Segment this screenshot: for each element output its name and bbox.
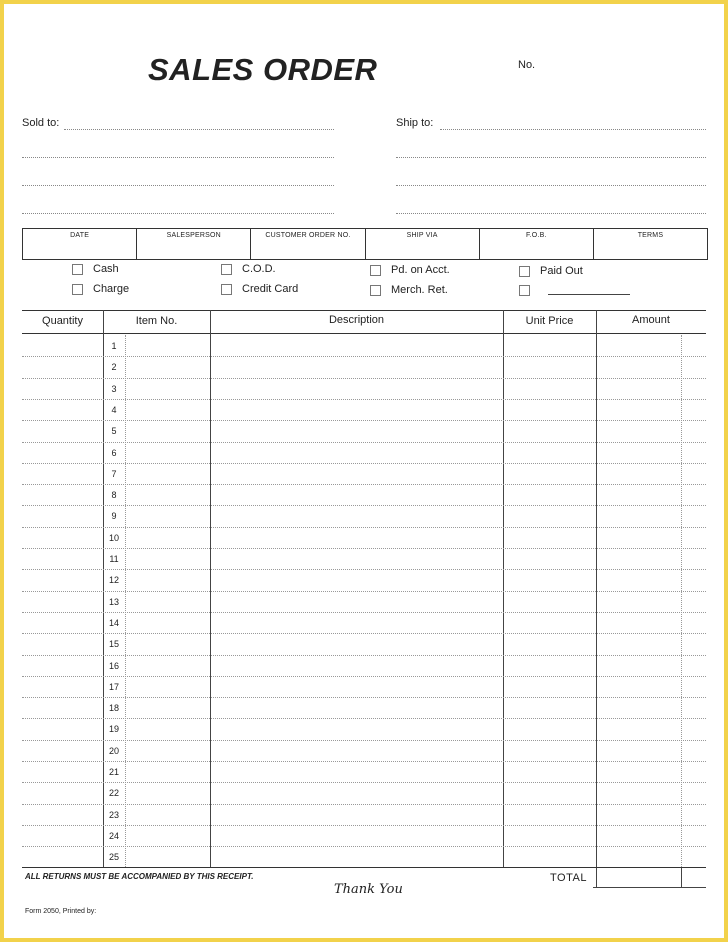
row-number: 24 [108,830,119,841]
row-number: 21 [108,767,119,777]
payment-cod[interactable]: C.O.D. [221,263,298,275]
row-number: 10 [108,532,119,543]
row-divider [22,697,706,698]
row-divider [22,655,706,656]
payment-paid-out[interactable]: Paid Out [519,265,630,277]
col-unit-price: Unit Price [525,315,574,327]
sold-to-line-1[interactable] [64,129,334,130]
body-divider-description [503,335,504,867]
row-divider [22,484,706,485]
row-divider [22,825,706,826]
col-amount: Amount [632,314,670,326]
sold-to-line-4[interactable] [22,213,334,214]
header-divider-3 [503,310,504,335]
row-number: 14 [108,617,119,628]
page-title: SALES ORDER [148,52,378,87]
row-divider [22,740,706,741]
row-number: 23 [108,809,119,820]
form-note: Form 2050, Printed by: [25,908,97,915]
info-customer-order-no[interactable]: CUSTOMER ORDER NO. [251,229,365,259]
row-number: 25 [108,852,119,863]
items-table-header [22,310,706,334]
sold-to-label: Sold to: [22,117,60,129]
ship-to-line-4[interactable] [396,213,706,214]
col-quantity: Quantity [42,315,83,327]
row-number: 1 [111,341,117,351]
ship-to-line-3[interactable] [396,185,706,186]
row-number: 12 [108,575,119,586]
row-divider [22,591,706,592]
row-divider [22,782,706,783]
info-date[interactable]: DATE [23,229,137,259]
checkbox-merch-ret[interactable] [370,285,381,296]
payment-col-2 [221,263,298,295]
total-amount-field[interactable] [593,867,706,888]
payment-credit-card[interactable]: Credit Card [221,283,298,295]
row-number: 22 [108,788,119,799]
body-divider-rownum [125,335,126,867]
order-info-header [22,228,708,260]
header-divider-4 [596,310,597,335]
checkbox-other[interactable] [519,285,530,296]
payment-col-4 [519,265,630,296]
payment-charge[interactable]: Charge [72,283,129,295]
row-number: 5 [111,426,117,437]
col-item-no: Item No. [135,315,178,327]
row-number: 18 [108,703,119,714]
row-number: 2 [111,362,117,373]
row-divider [22,463,706,464]
order-number-label: No. [518,59,536,71]
row-divider [22,505,706,506]
checkbox-pd-on-acct[interactable] [370,265,381,276]
row-number: 17 [108,681,119,692]
row-divider [22,676,706,677]
col-description: Description [328,314,385,326]
row-divider [22,633,706,634]
row-divider [22,612,706,613]
row-divider [22,356,706,357]
row-divider [22,527,706,528]
row-number: 13 [108,596,119,607]
row-number: 4 [111,404,117,415]
info-terms[interactable]: TERMS [637,232,664,239]
info-fob[interactable]: F.O.B. [480,229,594,259]
payment-cash[interactable]: Cash [72,263,129,275]
header-divider-2 [210,310,211,335]
ship-to-line-1[interactable] [440,129,706,130]
other-blank-line[interactable] [548,286,630,295]
row-number: 6 [111,447,117,458]
sold-to-line-2[interactable] [22,157,334,158]
row-number: 9 [111,511,117,522]
row-number: 19 [108,724,119,735]
payment-col-1 [72,263,129,295]
row-divider [22,718,706,719]
ship-to-line-2[interactable] [396,157,706,158]
info-ship-via[interactable]: SHIP VIA [366,229,480,259]
row-number: 16 [108,660,119,671]
row-divider [22,442,706,443]
row-number: 11 [109,554,119,564]
row-divider [22,378,706,379]
row-divider [22,399,706,400]
row-divider [22,569,706,570]
row-divider [22,420,706,421]
checkbox-cod[interactable] [221,264,232,275]
payment-merch-ret[interactable]: Merch. Ret. [370,284,450,296]
sold-to-line-3[interactable] [22,185,334,186]
row-number: 8 [111,490,117,501]
row-number: 20 [108,745,119,756]
payment-col-3 [370,264,450,296]
checkbox-credit-card[interactable] [221,284,232,295]
body-divider-item [210,335,211,867]
row-number: 15 [108,639,119,650]
checkbox-paid-out[interactable] [519,266,530,277]
payment-pd-on-acct[interactable]: Pd. on Acct. [370,264,450,276]
row-divider [22,846,706,847]
checkbox-charge[interactable] [72,284,83,295]
row-divider [22,804,706,805]
row-number: 3 [111,383,117,394]
returns-note: ALL RETURNS MUST BE ACCOMPANIED BY THIS RECEIPT. [25,872,254,881]
row-divider [22,548,706,549]
row-divider [22,761,706,762]
ship-to-label: Ship to: [396,117,434,129]
body-divider-cents [681,335,682,867]
total-label: TOTAL [550,872,587,884]
payment-other[interactable] [519,285,630,296]
row-number: 7 [111,468,117,479]
header-divider-1 [103,310,104,335]
thank-you-text: Thank You [334,882,403,897]
info-salesperson[interactable]: SALESPERSON [137,229,251,259]
checkbox-cash[interactable] [72,264,83,275]
